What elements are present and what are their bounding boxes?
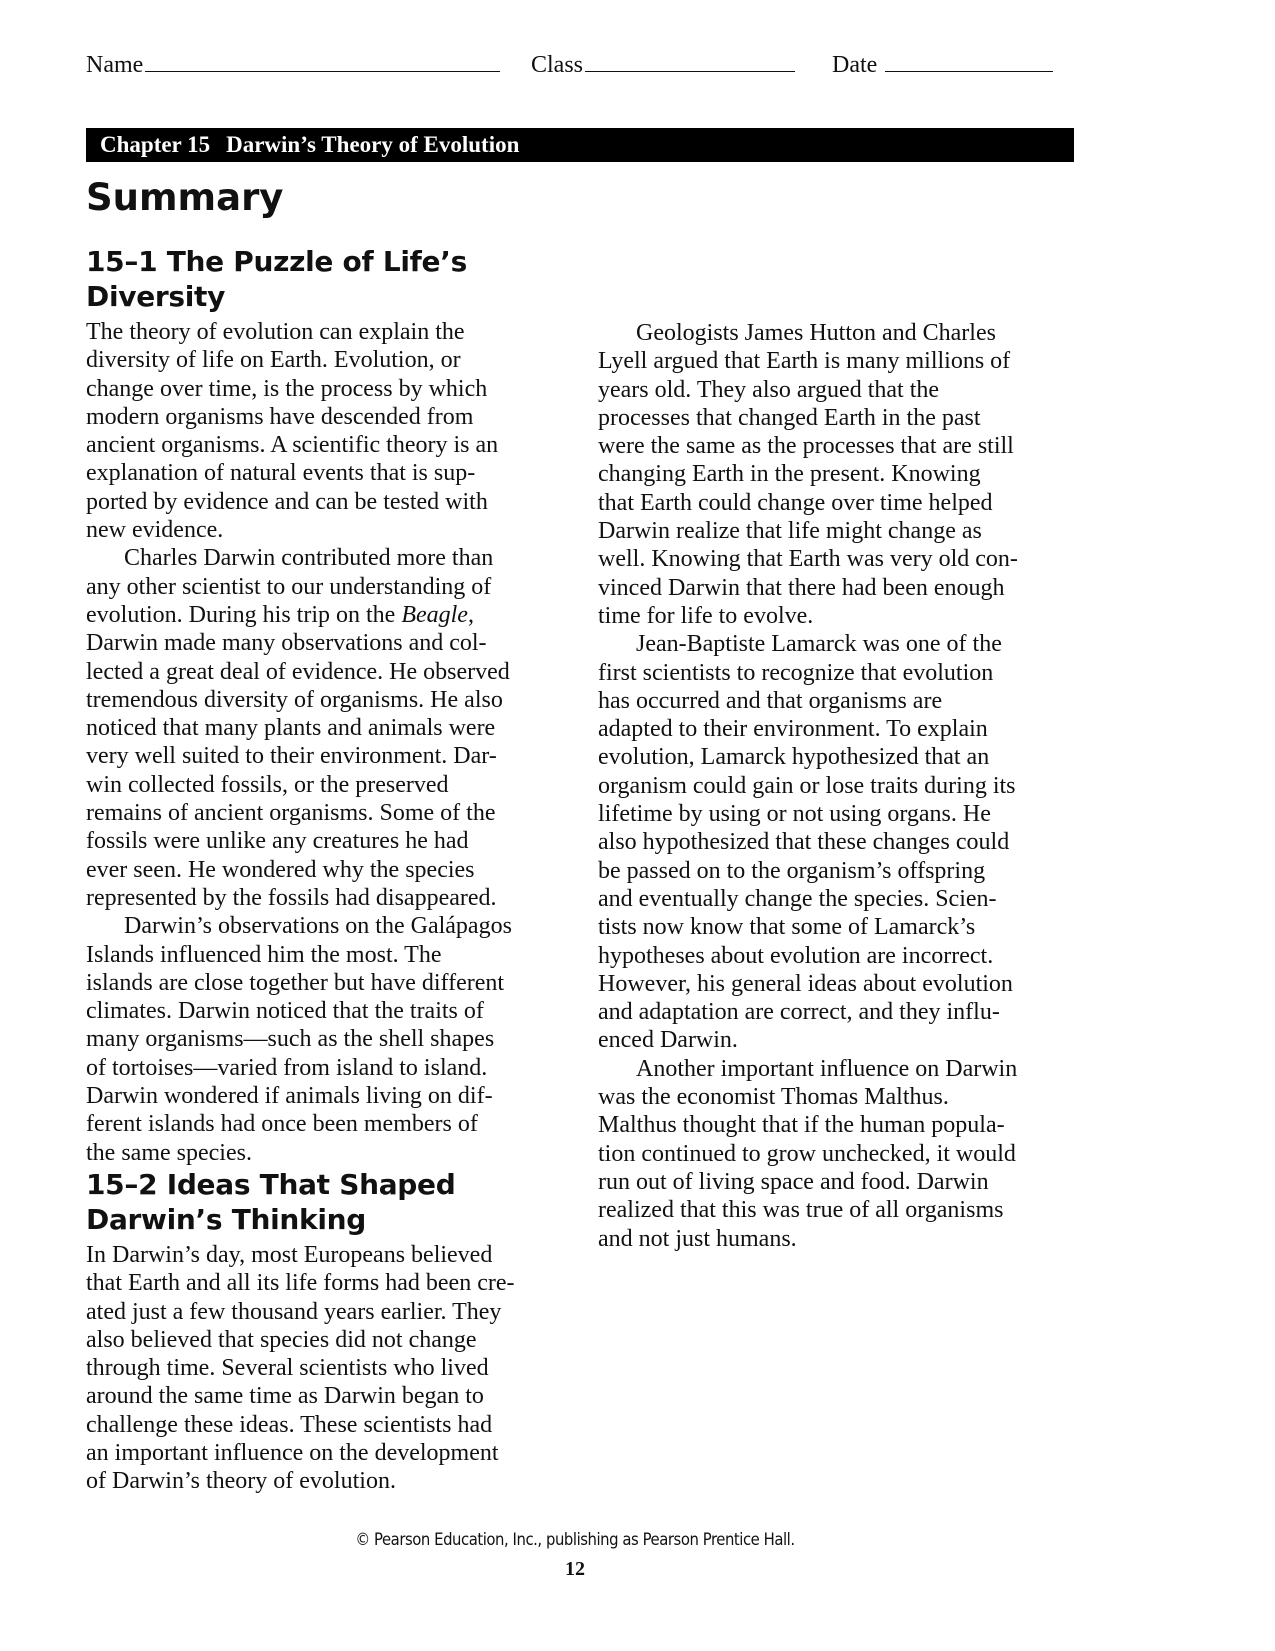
text-line: win collected fossils, or the preserved xyxy=(86,771,449,798)
paragraph xyxy=(598,319,1068,630)
text-line: However, his general ideas about evolution xyxy=(598,970,1013,997)
text-line: Malthus thought that if the human popula- xyxy=(598,1112,1005,1139)
text-line: remains of ancient organisms. Some of the xyxy=(86,800,496,827)
text-line: ported by evidence and can be tested with xyxy=(86,488,488,515)
text-line: be passed on to the organism’s offspring xyxy=(598,857,986,884)
page-number: 12 xyxy=(565,1558,585,1580)
text-line: lected a great deal of evidence. He observed xyxy=(86,658,510,685)
text-line: diversity of life on Earth. Evolution, or xyxy=(86,347,461,374)
text-line: lifetime by using or not using organs. He xyxy=(598,801,991,828)
text-line: that Earth and all its life forms had been cre- xyxy=(86,1270,515,1297)
text-line: ever seen. He wondered why the species xyxy=(86,856,475,883)
text-line: Charles Darwin contributed more than xyxy=(124,545,494,572)
text-line: tists now know that some of Lamarck’s xyxy=(598,914,976,941)
text-line: run out of living space and food. Darwin xyxy=(598,1168,989,1195)
class-blank xyxy=(585,49,795,72)
right-column xyxy=(598,319,1068,1253)
text-line: islands are close together but have different xyxy=(86,969,505,996)
text-line: The theory of evolution can explain the xyxy=(86,319,465,345)
chapter-title: Darwin’s Theory of Evolution xyxy=(226,132,520,157)
text-line: has occurred and that organisms are xyxy=(598,687,943,714)
text-line: ated just a few thousand years earlier. They xyxy=(86,1298,502,1325)
text-line: noticed that many plants and animals were xyxy=(86,715,496,742)
text-line: Another important influence on Darwin xyxy=(636,1055,1018,1082)
text-line: Lyell argued that Earth is many millions of xyxy=(598,348,1011,375)
text-line: change over time, is the process by which xyxy=(86,375,488,402)
text-line: many organisms—such as the shell shapes xyxy=(86,1026,495,1053)
heading-line: Diversity xyxy=(86,280,226,313)
text-line: explanation of natural events that is sup- xyxy=(86,460,476,487)
text-line: the same species. xyxy=(86,1139,252,1166)
text-line: hypotheses about evolution are incorrect. xyxy=(598,942,994,969)
text-line: adapted to their environment. To explain xyxy=(598,716,988,743)
text-line: around the same time as Darwin began to xyxy=(86,1383,484,1410)
heading-line: 15–1 The Puzzle of Life’s xyxy=(86,245,467,278)
text-line: years old. They also argued that the xyxy=(598,376,940,403)
text-line: In Darwin’s day, most Europeans believed xyxy=(86,1241,493,1268)
text-line: also hypothesized that these changes could xyxy=(598,829,1010,856)
text-line: climates. Darwin noticed that the traits of xyxy=(86,998,484,1025)
heading-line: 15–2 Ideas That Shaped xyxy=(86,1167,456,1201)
chapter-number: Chapter 15 xyxy=(100,132,211,157)
text-line: processes that changed Earth in the past xyxy=(598,404,981,431)
text-line: were the same as the processes that are still xyxy=(598,433,1014,460)
paragraph xyxy=(86,318,556,544)
text-line: first scientists to recognize that evolution xyxy=(598,659,994,686)
text-line: evolution, Lamarck hypothesized that an xyxy=(598,744,990,771)
text-line: vinced Darwin that there had been enough xyxy=(598,574,1005,601)
text-line: ferent islands had once been members of xyxy=(86,1111,478,1138)
text-line: of Darwin’s theory of evolution. xyxy=(86,1468,396,1495)
date-label: Date xyxy=(832,52,878,78)
page-title: Summary xyxy=(86,176,284,219)
text-line: Jean-Baptiste Lamarck was one of the xyxy=(636,631,1002,658)
text-line: challenge these ideas. These scientists had xyxy=(86,1411,493,1438)
copyright-notice: © Pearson Education, Inc., publishing as Pearson Prentice Hall. xyxy=(355,1530,795,1549)
paragraph xyxy=(598,1055,1068,1253)
text-line: through time. Several scientists who lived xyxy=(86,1355,489,1382)
text-line: was the economist Thomas Malthus. xyxy=(598,1084,949,1111)
text-line: changing Earth in the present. Knowing xyxy=(598,461,981,488)
name-field xyxy=(86,48,500,82)
paragraph xyxy=(86,544,556,912)
text-line: organism could gain or lose traits during its xyxy=(598,772,1016,799)
name-blank xyxy=(145,49,500,72)
text-line: very well suited to their environment. Dar- xyxy=(86,743,497,770)
ship-name: Beagle xyxy=(401,601,468,628)
left-column xyxy=(86,244,556,1496)
text-line: of tortoises—varied from island to island. xyxy=(86,1054,488,1081)
text-line: modern organisms have descended from xyxy=(86,403,474,430)
name-label: Name xyxy=(86,52,144,78)
text-line: well. Knowing that Earth was very old con- xyxy=(598,546,1018,573)
paragraph xyxy=(86,1241,556,1496)
date-field xyxy=(832,48,1053,82)
text-line: Darwin realize that life might change as xyxy=(598,518,982,545)
text-line: tion continued to grow unchecked, it would xyxy=(598,1140,1016,1167)
text-line: fossils were unlike any creatures he had xyxy=(86,828,469,855)
text-line: ancient organisms. A scientific theory is an xyxy=(86,432,499,459)
text-line: an important influence on the development xyxy=(86,1439,499,1466)
text-line: that Earth could change over time helped xyxy=(598,489,993,516)
text-line: tremendous diversity of organisms. He also xyxy=(86,686,503,713)
header-fields xyxy=(86,48,1076,82)
text-line: time for life to evolve. xyxy=(598,602,814,629)
text-line: Darwin made many observations and col- xyxy=(86,630,487,657)
text-line: Darwin’s observations on the Galápagos xyxy=(124,913,512,940)
text-line: Islands influenced him the most. The xyxy=(86,941,442,968)
text-line: new evidence. xyxy=(86,517,224,544)
text-line: and eventually change the species. Scien- xyxy=(598,885,997,912)
class-field xyxy=(531,48,795,82)
paragraph xyxy=(86,912,556,1167)
text-line: evolution. During his trip on the Beagle, xyxy=(86,601,474,628)
text-line: and adaptation are correct, and they influ- xyxy=(598,999,1000,1026)
text-line: Geologists James Hutton and Charles xyxy=(636,320,996,346)
text-line: enced Darwin. xyxy=(598,1027,738,1054)
date-blank xyxy=(885,49,1053,72)
chapter-bar xyxy=(86,128,1074,162)
text-line: realized that this was true of all organisms xyxy=(598,1197,1004,1224)
heading-line: Darwin’s Thinking xyxy=(86,1202,367,1236)
text-line: represented by the fossils had disappeared. xyxy=(86,884,497,911)
paragraph xyxy=(598,630,1068,1054)
section-heading-15-2 xyxy=(86,1167,556,1237)
text-line: Darwin wondered if animals living on dif- xyxy=(86,1083,493,1110)
text-line: and not just humans. xyxy=(598,1225,797,1252)
class-label: Class xyxy=(531,52,584,78)
text-line: also believed that species did not change xyxy=(86,1326,477,1353)
section-heading-15-1 xyxy=(86,244,556,314)
text-line: any other scientist to our understanding of xyxy=(86,573,492,600)
